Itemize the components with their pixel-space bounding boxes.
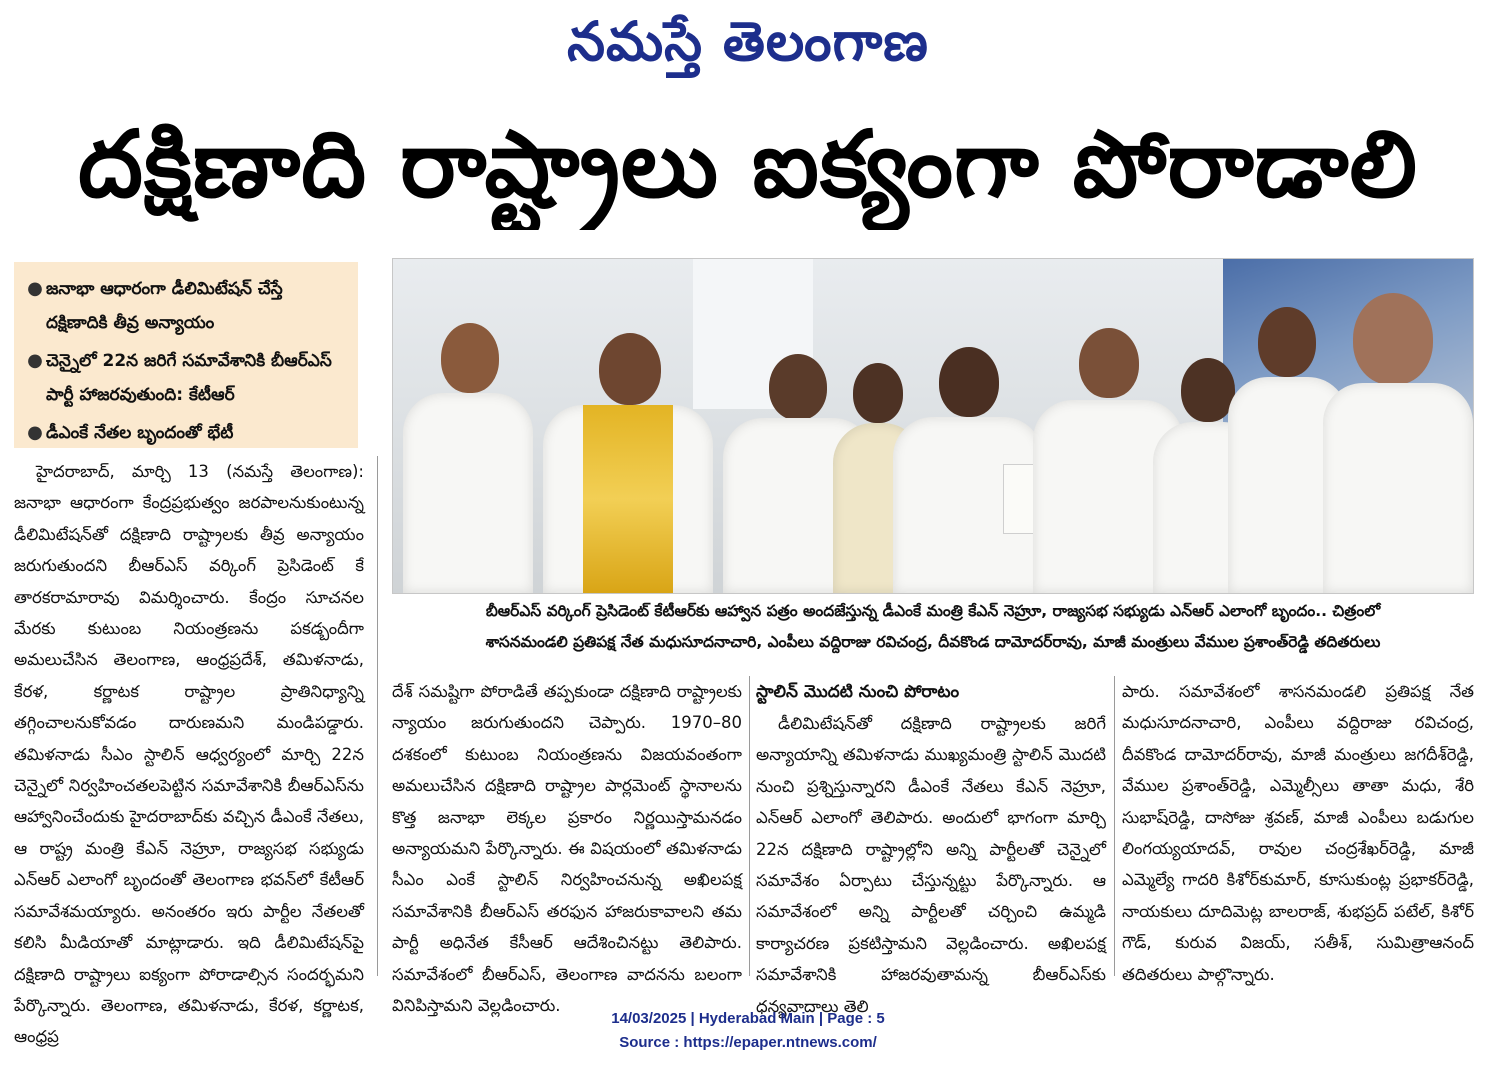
- highlight-text: డీఎంకే నేతల బృందంతో భేటీ: [46, 423, 234, 443]
- photo-person: [1323, 283, 1473, 593]
- article-column-2: [392, 676, 742, 1021]
- column-divider: [1114, 676, 1115, 976]
- article-paragraph: హైదరాబాద్, మార్చి 13 (నమస్తే తెలంగాణ): జనాభా ఆధారంగా కేంద్రప్రభుత్వం జరపాలనుకుంటున్న డీలిమిటేషన్‌తో దక్షిణాది రాష్ట్రాలకు తీవ్ర అన్యాయం జరుగుతుందని బీఆర్ఎస్ వర్కింగ్ ప్రెసిడెంట్ కే తారకరామారావు విమర్శించారు. కేంద్రం సూచనల మేరకు కుటుంబ నియంత్రణను పకడ్బందీగా అమలుచేసిన తెలంగాణ, ఆంధ్రప్రదేశ్, తమిళనాడు, కేరళ, కర్ణాటక రాష్ట్రాల ప్రాతినిధ్యాన్ని తగ్గించాలనుకోవడం దారుణమని మండిపడ్డారు. తమిళనాడు సీఎం స్టాలిన్ ఆధ్వర్యంలో మార్చి 22న చెన్నైలో నిర్వహించతలపెట్టిన సమావేశానికి బీఆర్ఎస్‌ను ఆహ్వానించేందుకు హైదరాబాద్‌కు వచ్చిన డీఎంకే నేతలు, ఆ రాష్ట్ర మంత్రి కేఎన్ నెహ్రూ, రాజ్యసభ సభ్యుడు ఎన్ఆర్ ఎలాంగో బృందంతో తెలంగాణ భవన్‌లో కేటీఆర్ సమావేశమయ్యారు. అనంతరం ఇరు పార్టీల నేతలతో కలిసి మీడియాతో మాట్లాడారు. ఇది డీలిమిటేషన్‌పై దక్షిణాది రాష్ట్రాలు ఐక్యంగా పోరాడాల్సిన సందర్భమని పేర్కొన్నారు. తెలంగాణ, తమిళనాడు, కేరళ, కర్ణాటక, ఆంధ్రప్ర: [14, 462, 364, 1047]
- highlight-text: చెన్నైలో 22న జరిగే సమావేశానికి బీఆర్ఎస్ పార్టీ హాజరవుతుంది: కేటీఆర్: [46, 351, 332, 405]
- highlight-item: [24, 416, 350, 450]
- article-column-3: [756, 676, 1106, 1022]
- article-subheading: స్టాలిన్ మొదటి నుంచి పోరాటం: [756, 682, 960, 702]
- photo-caption: [392, 596, 1474, 662]
- article-paragraph: దేశ్ సమష్టిగా పోరాడితే తప్పకుండా దక్షిణాది రాష్ట్రాలకు న్యాయం జరుగుతుందని చెప్పారు. 1970–80 దశకంలో కుటుంబ నియంత్రణను విజయవంతంగా అమలుచేసిన దక్షిణాది రాష్ట్రాల పార్లమెంట్ స్థానాలను కొత్త జనాభా లెక్కల ప్రకారం నిర్ణయిస్తామనడం అన్యాయమని పేర్కొన్నారు. ఈ విషయంలో తమిళనాడు సీఎం ఎంకే స్టాలిన్ నిర్వహించనున్న అఖిలపక్ష సమావేశానికి బీఆర్ఎస్ తరఫున హాజరుకావాలని తమ పార్టీ అధినేత కేసీఆర్ ఆదేశించినట్టు తెలిపారు. సమావేశంలో బీఆర్ఎస్, తెలంగాణ వాదనను బలంగా వినిపిస్తామని వెల్లడించారు.: [392, 682, 742, 1016]
- photo-caption-line: శాసనమండలి ప్రతిపక్ష నేత మధుసూదనాచారి, ఎంపీలు వద్దిరాజు రవిచంద్ర, దీవకొండ దామోదర్‌రావు, మాజీ మంత్రులు వేముల ప్రశాంత్‌రెడ్డి తదితరులు: [485, 633, 1381, 651]
- highlight-text: జనాభా ఆధారంగా డీలిమిటేషన్ చేస్తే దక్షిణాదికి తీవ్ర అన్యాయం: [46, 279, 283, 333]
- source-link[interactable]: Source : https://epaper.ntnews.com/: [619, 1034, 877, 1051]
- article-column-1: [14, 456, 364, 1053]
- article-column-4: [1122, 676, 1474, 990]
- bullet-icon: ●: [27, 278, 43, 299]
- bullet-icon: ●: [27, 350, 43, 371]
- bullet-icon: ●: [27, 422, 43, 443]
- edition-info: 14/03/2025 | Hyderabad Main | Page : 5: [611, 1010, 885, 1027]
- photo-person: [403, 303, 533, 593]
- highlight-item: [24, 344, 350, 412]
- news-photo: [392, 258, 1474, 594]
- article-paragraph: డీలిమిటేషన్‌తో దక్షిణాది రాష్ట్రాలకు జరిగే అన్యాయాన్ని తమిళనాడు ముఖ్యమంత్రి స్టాలిన్ మొదటి నుంచి ప్రశ్నిస్తున్నారని డీఎంకే నేతలు కేఎన్ నెహ్రూ, ఎన్ఆర్ ఎలాంగో తెలిపారు. అందులో భాగంగా మార్చి 22న దక్షిణాది రాష్ట్రాల్లోని అన్ని పార్టీలతో చెన్నైలో సమావేశం ఏర్పాటు చేస్తున్నట్టు పేర్కొన్నారు. ఆ సమావేశంలో అన్ని పార్టీలతో చర్చించి ఉమ్మడి కార్యాచరణ ప్రకటిస్తామని వెల్లడించారు. అఖిలపక్ష సమావేశానికి హాజరవుతామన్న బీఆర్ఎస్‌కు ధన్యవాదాలు తెలి: [756, 714, 1106, 1016]
- masthead-logo: నమస్తే తెలంగాణ: [567, 9, 929, 73]
- photo-caption-line: బీఆర్ఎస్ వర్కింగ్ ప్రెసిడెంట్ కేటీఆర్‌కు ఆహ్వాన పత్రం అందజేస్తున్న డీఎంకే మంత్రి కేఎన్ నెహ్రూ, రాజ్యసభ సభ్యుడు ఎన్ఆర్ ఎలాంగో బృందం.. చిత్రంలో: [485, 602, 1381, 620]
- page-headline: దక్షిణాది రాష్ట్రాలు ఐక్యంగా పోరాడాలి: [78, 111, 1418, 218]
- highlight-item: [24, 272, 350, 340]
- highlights-box: [14, 262, 358, 448]
- article-paragraph: పారు. సమావేశంలో శాసనమండలి ప్రతిపక్ష నేత మధుసూదనాచారి, ఎంపీలు వద్దిరాజు రవిచంద్ర, దీవకొండ దామోదర్‌రావు, మాజీ మంత్రులు జగదీశ్‌రెడ్డి, వేముల ప్రశాంత్‌రెడ్డి, ఎమ్మెల్సీలు తాతా మధు, శేరి సుభాష్‌రెడ్డి, దాసోజు శ్రవణ్, మాజీ ఎంపీలు బడుగుల లింగయ్యయాదవ్, రావుల చంద్రశేఖర్‌రెడ్డి, మాజీ ఎమ్మెల్యే గాదరి కిశోర్‌కుమార్, కూసుకుంట్ల ప్రభాకర్‌రెడ్డి, నాయకులు దూదిమెట్ల బాలరాజ్, శుభప్రద్ పటేల్, కిశోర్ గౌడ్, కురువ విజయ్, సతీశ్, సుమిత్రాఆనంద్ తదితరులు పాల్గొన్నారు.: [1122, 682, 1474, 984]
- photo-person: [543, 313, 713, 593]
- column-divider: [749, 676, 750, 976]
- column-divider: [377, 456, 378, 976]
- photo-person: [893, 333, 1043, 593]
